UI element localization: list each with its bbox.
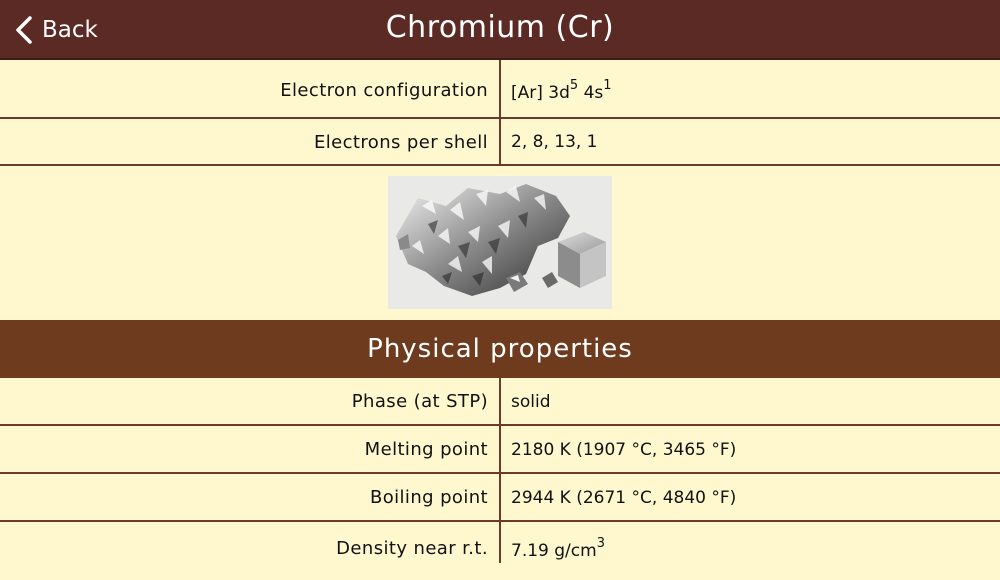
column-divider bbox=[499, 522, 501, 563]
row-value bbox=[511, 60, 612, 117]
column-divider bbox=[499, 60, 501, 117]
row-label: Boiling point bbox=[369, 487, 488, 508]
chromium-crystals-photo bbox=[388, 176, 612, 309]
column-divider bbox=[499, 378, 501, 424]
row-value: solid bbox=[511, 392, 551, 412]
value-base: [Ar] 3d bbox=[511, 83, 570, 103]
table-row-boiling-point bbox=[0, 474, 1000, 522]
superscript: 3 bbox=[596, 536, 605, 552]
row-label: Melting point bbox=[364, 439, 488, 460]
navigation-bar bbox=[0, 0, 1000, 60]
row-label: Electrons per shell bbox=[313, 132, 488, 153]
page-title: Chromium (Cr) bbox=[385, 10, 615, 45]
value-mid: 4s bbox=[578, 83, 604, 103]
table-row-density bbox=[0, 522, 1000, 563]
column-divider bbox=[499, 119, 501, 164]
superscript: 1 bbox=[603, 78, 612, 94]
row-value: 2944 K (2671 °C, 4840 °F) bbox=[511, 488, 737, 508]
row-label: Density near r.t. bbox=[336, 538, 488, 559]
table-row-melting-point bbox=[0, 426, 1000, 474]
table-row-electrons-per-shell bbox=[0, 119, 1000, 166]
row-value: 2180 K (1907 °C, 3465 °F) bbox=[511, 440, 737, 460]
row-label: Electron configuration bbox=[280, 80, 488, 101]
table-row-phase bbox=[0, 378, 1000, 426]
row-value bbox=[511, 522, 605, 563]
back-label: Back bbox=[42, 17, 98, 43]
table-row-electron-configuration bbox=[0, 60, 1000, 119]
image-area bbox=[0, 166, 1000, 320]
column-divider bbox=[499, 426, 501, 472]
value-base: 7.19 g/cm bbox=[511, 541, 597, 561]
superscript: 5 bbox=[569, 78, 579, 94]
column-divider bbox=[499, 474, 501, 520]
section-header-physical-properties: Physical properties bbox=[0, 320, 1000, 378]
row-value: 2, 8, 13, 1 bbox=[511, 132, 598, 152]
row-label: Phase (at STP) bbox=[351, 391, 488, 412]
